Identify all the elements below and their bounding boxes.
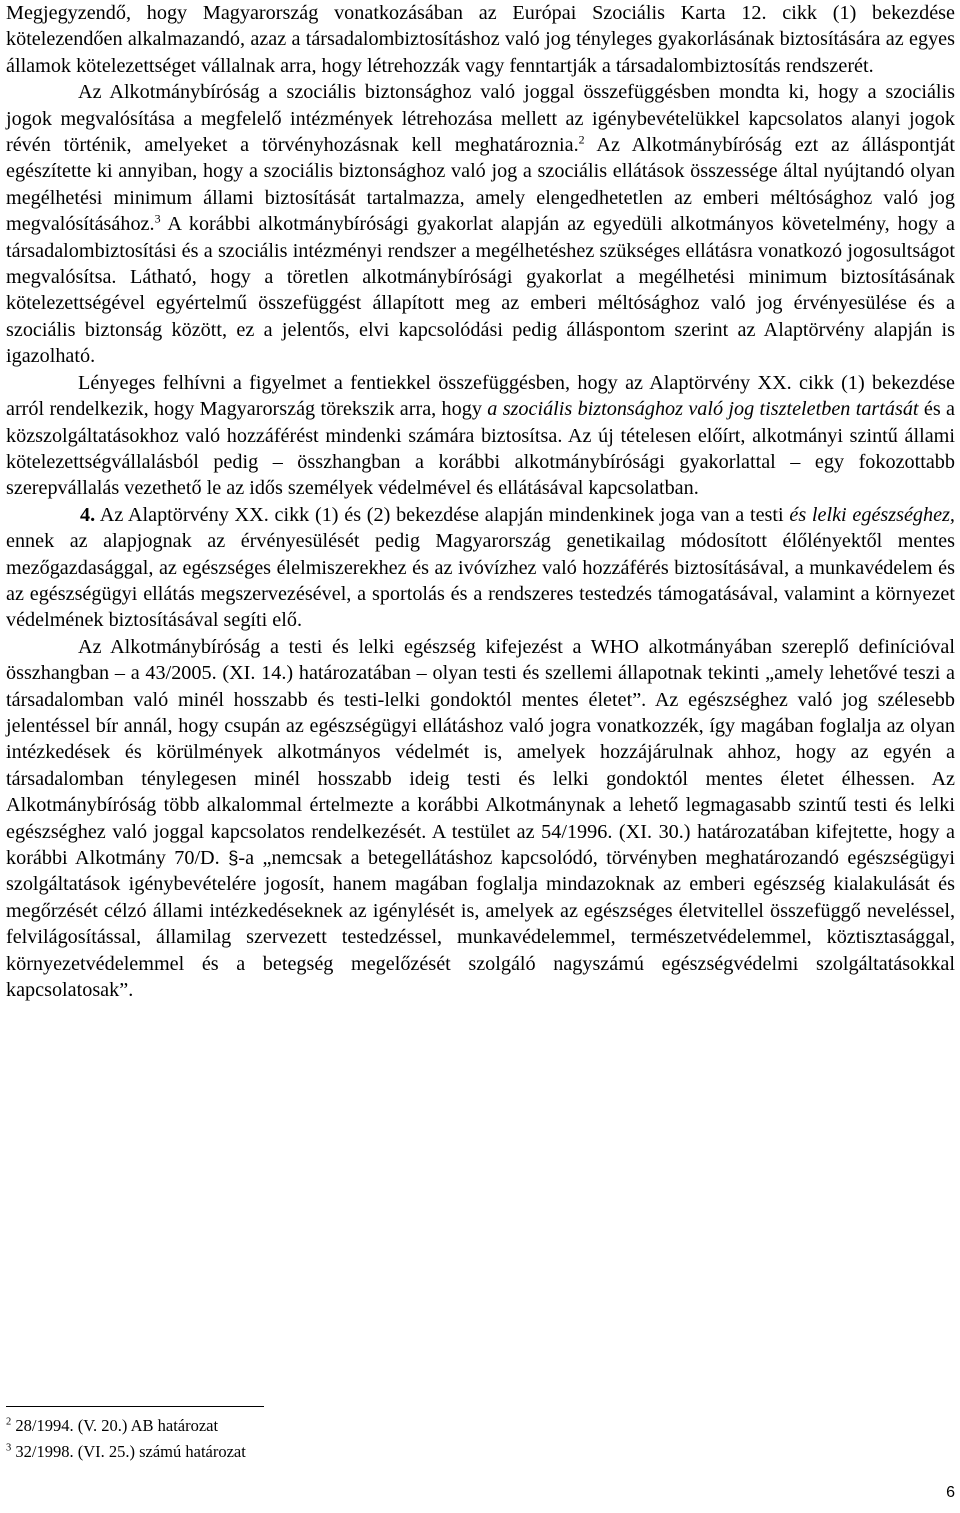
paragraph-4-emphasis: és lelki egészséghez, [789, 503, 955, 526]
footnotes [6, 1413, 606, 1465]
paragraph-3-text-b: és a közszolgáltatásokhoz való hozzáférést mindenki számára biztosítsa. Az új tételesen előírt, alkotmányi szintű állami kötelezettségvállalásból pedig – összhangban a korábbi alkotmánybírósági gyakorlattal – egy fokozottabb szerepvállalás vezethető le az idős személyek védelmével és ellátásával kapcsolatban. [6, 398, 955, 500]
paragraph-5-text-a: Az Alkotmánybíróság a testi és lelki egészség kifejezést a WHO alkotmányában szereplő definícióval összhangban – a 43/2005. (XI. 14.) határozatában – olyan testi és szellemi állapotnak tekinti „amely lehetővé teszi a társadalomban való minél hosszabb és testi-lelki gondoktól mentes életet”. Az egészséghez való jog szélesebb jelentéssel bír annál, hogy csupán az egészségügyi ellátáshoz való jogra vonatkozzék, így magában foglalja az olyan intézkedések és körülmények alkotmányos védelmét is, amelyek hozzájárulnak ahhoz, hogy az egyén a társadalomban ténylegesen minél hosszabb ideig testi és lelki gondoktól mentes életet élhessen. Az Alkotmánybíróság több alkalommal értelmezte a korábbi Alkotmánynak a lehető legmagasabb szintű testi és lelki egészséghez való joggal kapcsolatos rendelkezését. A testület az 54/1996. (XI. 30.) határozatában kifejtette, hogy a korábbi Alkotmány 70/D. [6, 635, 955, 869]
footnote-text-2: 28/1994. (V. 20.) AB határozat [11, 1416, 219, 1435]
body-text [6, 0, 955, 1003]
paragraph-4 [6, 502, 955, 634]
section-number: 4. [80, 503, 96, 526]
footnote-number-3: 3 [6, 1442, 12, 1454]
section-sign: § [228, 847, 239, 868]
paragraph-1: Megjegyzendő, hogy Magyarország vonatkozásában az Európai Szociális Karta 12. cikk (1) bekezdése kötelezendően alkalmazandó, azaz a társadalombiztosításhoz való jog tényleges gyakorlásának biztosítására az egyes államok kötelezettséget vállalnak arra, hogy létrehozzák vagy fenntartják a társadalombiztosítás rendszerét. [6, 2, 955, 77]
paragraph-2-text-b: Az Alkotmánybíróság ezt az álláspontját egészítette ki annyiban, hogy a szociális biztonsághoz való jog a szociális ellátások összessége által nyújtandó olyan megélhetési minimum állami biztosítását tartalmazza, amely elengedhetetlen az emberi méltósághoz való jog megvalósításához. [6, 134, 955, 236]
footnote-3 [6, 1439, 606, 1465]
footnote-ref-3: 3 [154, 211, 161, 226]
footnote-separator [6, 1406, 264, 1407]
paragraph-2-text-a: Az Alkotmánybíróság a szociális biztonsághoz való joggal összefüggésben mondta ki, hogy a szociális jogok megvalósítása a megfelelő intézmények létrehozása mellett az igénybevételükkel kapcsolatos alanyi jogok révén történik, amelyeket a törvényhozásnak kell meghatároznia. [6, 81, 955, 157]
paragraph-3 [6, 370, 955, 502]
paragraph-5 [6, 634, 955, 1004]
paragraph-4-text-b: ennek az alapjognak az érvényesülését pedig Magyarország genetikailag módosított élőlényektől mentes mezőgazdasággal, az egészséges élelmiszerekhez és az ivóvízhez való hozzáférés biztosításával, a munkavédelem és az egészségügyi ellátás megszervezésével, a sportolás és a rendszeres testedzés támogatásával, valamint a környezet védelmének biztosításával segíti elő. [6, 530, 955, 632]
footnote-text-3: 32/1998. (VI. 25.) számú határozat [11, 1442, 246, 1461]
paragraph-3-emphasis: a szociális biztonsághoz való jog tiszteletben tartását [487, 398, 919, 421]
paragraph-2-text-c: A korábbi alkotmánybírósági gyakorlat alapján az egyedüli alkotmányos követelmény, hogy a társadalombiztosítási és a szociális intézményi rendszer a megélhetéshez szükséges ellátásra vonatkozó jogosultságot megvalósítsa. Látható, hogy a töretlen alkotmánybírósági gyakorlat a megélhetési minimum biztosításának kötelezettségével egyértelmű összefüggést állapított meg az emberi méltósághoz való jog érvényesülése és a szociális biztonság között, ez a jelentős, elvi kapcsolódási pedig álláspontom szerint az Alaptörvény alapján is igazolható. [6, 213, 955, 368]
footnote-2 [6, 1413, 606, 1439]
paragraph-3-text-a: Lényeges felhívni a figyelmet a fentiekkel összefüggésben, hogy az Alaptörvény XX. cikk (1) bekezdése arról rendelkezik, hogy Magyarország törekszik arra, hogy [6, 371, 955, 421]
paragraph-4-text-a: Az Alaptörvény XX. cikk (1) és (2) bekezdése alapján mindenkinek joga van a testi [95, 503, 790, 526]
paragraph-5-text-b: -a „nemcsak a betegellátáshoz kapcsolódó, törvényben meghatározandó egészségügyi szolgáltatások igénybevételére jogosít, hanem magában foglalja mindazoknak az emberi egészség kialakulását és megőrzését célzó állami intézkedéseknek az igénylését is, amelyek az egészséges életvitellel összefüggő neveléssel, felvilágosítással, államilag szervezett testedzéssel, munkavédelemmel, természetvédelemmel, köztisztasággal, környezetvédelemmel és a betegség megelőzését szolgáló nagyszámú egészségvédelmi szolgáltatásokkal kapcsolatosak”. [6, 847, 955, 1002]
paragraph-2 [6, 79, 955, 369]
page-number: 6 [946, 1484, 955, 1501]
footnote-ref-2: 2 [578, 132, 585, 147]
footnote-number-2: 2 [6, 1416, 12, 1428]
